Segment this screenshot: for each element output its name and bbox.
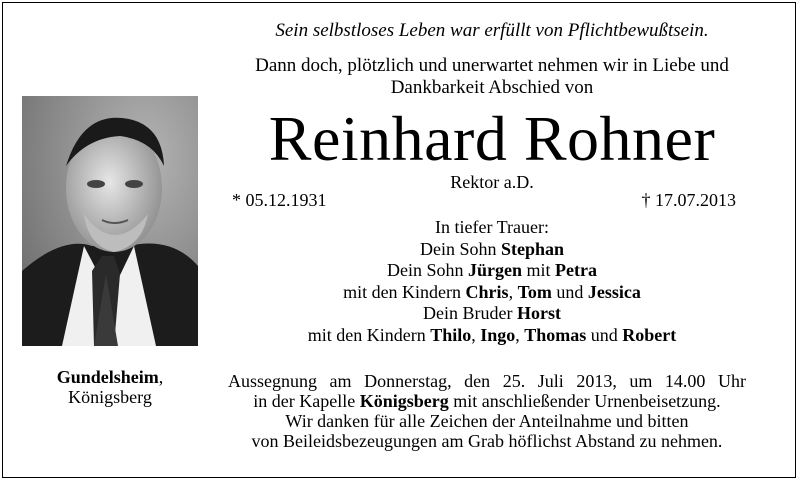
mourner-connector: und: [551, 281, 588, 302]
mourner-line-1: [232, 239, 752, 261]
service-info: [228, 371, 746, 451]
mourner-name: Chris: [465, 281, 509, 302]
mourner-name: Thomas: [524, 324, 587, 345]
portrait-illustration: [22, 96, 198, 346]
chapel-location: Königsberg: [359, 391, 449, 411]
residence: [22, 367, 198, 407]
deceased-name: Reinhard Rohner: [268, 103, 716, 174]
residence-town: Gundelsheim: [56, 367, 159, 387]
mourner-line-5: [232, 325, 752, 347]
mourner-name: Horst: [516, 303, 561, 324]
service-line-4: von Beileidsbezeugungen am Grab höflichst Abstand zu nehmen.: [251, 431, 723, 451]
mourner-connector: ,: [508, 281, 518, 302]
mourner-name: Ingo: [480, 324, 516, 345]
mourner-connector: mit: [522, 260, 556, 281]
mourner-prefix: Dein Sohn: [419, 238, 501, 259]
mourner-name: Robert: [622, 324, 677, 345]
birth-date: * 05.12.1931: [232, 190, 327, 210]
mourner-name: Thilo: [430, 324, 472, 345]
death-date: † 17.07.2013: [641, 190, 736, 210]
service-line-2-pre: in der Kapelle: [253, 391, 360, 411]
mourner-line-4: [232, 303, 752, 325]
mourner-name: Stephan: [500, 238, 565, 259]
mourner-prefix: mit den Kindern: [307, 324, 431, 345]
intro-text: [212, 55, 772, 99]
mourner-name: Jürgen: [468, 260, 522, 281]
mourner-connector: ,: [515, 324, 525, 345]
mourners-heading: In tiefer Trauer:: [435, 217, 549, 237]
mourners-list: [232, 217, 752, 347]
residence-comma: ,: [158, 367, 164, 387]
deceased-title: Rektor a.D.: [450, 172, 534, 192]
service-line-3: Wir danken für alle Zeichen der Anteilnahme und bitten: [285, 411, 689, 431]
mourner-connector: und: [586, 324, 623, 345]
service-line-1: Aussegnung am Donnerstag, den 25. Juli 2013, um 14.00 Uhr: [228, 371, 746, 391]
mourner-prefix: Dein Bruder: [423, 303, 517, 324]
mourner-connector: ,: [471, 324, 481, 345]
mourner-line-3: [232, 282, 752, 304]
motto: Sein selbstloses Leben war erfüllt von Pflichtbewußtsein.: [275, 20, 709, 41]
mourner-line-2: [232, 260, 752, 282]
mourner-prefix: mit den Kindern: [343, 281, 466, 302]
intro-line-2: Dankbarkeit Abschied von: [390, 77, 594, 98]
portrait-photo: [22, 96, 198, 346]
residence-district: Königsberg: [68, 387, 152, 407]
mourner-name: Jessica: [587, 281, 641, 302]
residence-line-1: [22, 367, 198, 387]
intro-line-1: Dann doch, plötzlich und unerwartet nehmen wir in Liebe und: [255, 55, 729, 76]
mourner-name: Petra: [555, 260, 597, 281]
mourner-prefix: Dein Sohn: [387, 260, 468, 281]
service-line-2-post: mit anschließender Urnenbeisetzung.: [448, 391, 721, 411]
mourner-name: Tom: [517, 281, 552, 302]
service-line-2: [228, 391, 746, 411]
